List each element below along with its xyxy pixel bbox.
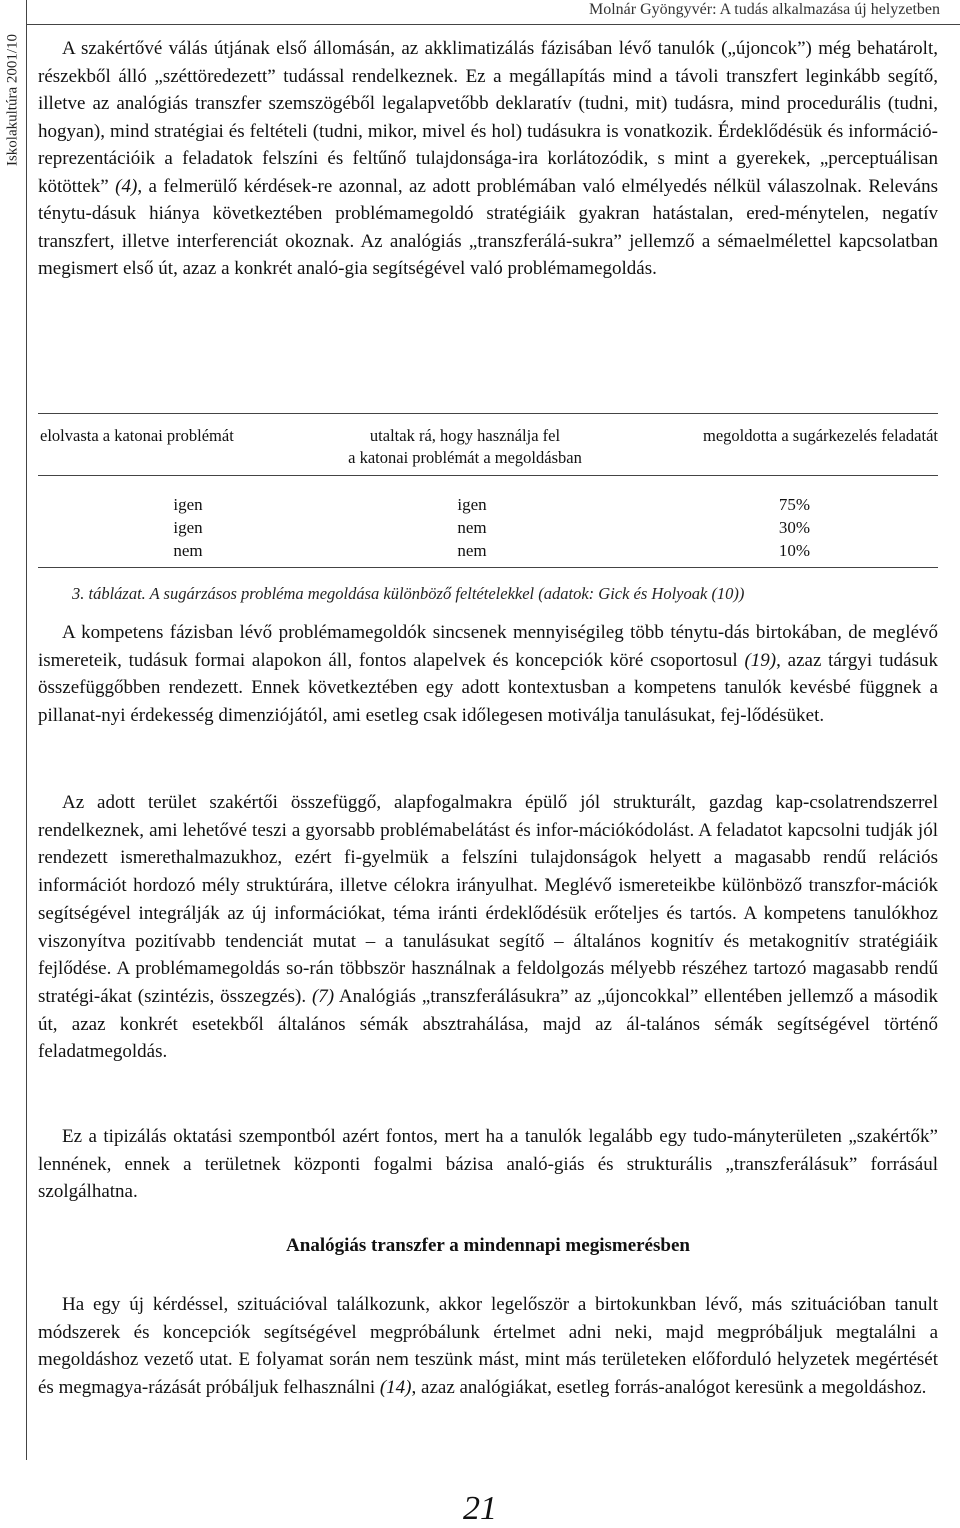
table-header-col1: elolvasta a katonai problémát	[40, 426, 234, 445]
table-header-col2: utaltak rá, hogy használja fel a katonai problémát a megoldásban	[348, 426, 582, 467]
table-cell: 30%	[778, 518, 810, 537]
table-cell: nem	[457, 518, 487, 537]
paragraph-2: A kompetens fázisban lévő problémamegoldók sincsenek mennyiségileg több ténytu-dás birtokában, de meglévő ismereteik, tudásuk formai alapokon áll, fontos alapelvek és koncepciók köré csoportosul (19), azaz tárgyi tudásuk összefüggőbben rendezett. Ennek következtében egy adott kontextusban a kompetens tanulók kevésbé függnek a pillanat-nyi érdekesség dimenziójától, ami esetleg csak időlegesen motiválja tanulásukat, fej-lődésüket.	[38, 622, 938, 727]
table-cell: nem	[173, 541, 203, 560]
table-cell: igen	[173, 495, 203, 514]
table-cell: 10%	[778, 541, 810, 560]
table-cell: igen	[173, 518, 203, 537]
paragraph-3: Az adott terület szakértői összefüggő, alapfogalmakra épülő jól strukturált, gazdag kap-csolatrendszerrel rendelkeznek, ami lehetővé teszi a gyorsabb problémabelátást és infor-mációkódolást. A feladatot kapcsolni tudják jól rendezett ismerethalmazukhoz, ezért fi-gyelmük a felszíni tulajdonságok helyett a magasabb rendű relációs információt hordozó mély struktúrára, illetve célokra irányulhat. Meglévő ismereteikbe különböző transzfor-mációk segítségével integrálják az új információkat, téma iránti érdeklődésük erőteljes és tartós. A kompetens tanulókhoz viszonyítva pozitívabb tendenciát mutat – a tanulásukat segítő – általános kognitív és metakognitív stratégiáik fejlődése. A problémamegoldás so-rán többször használnak a feldolgozás mélyebb részéhez tartozó magasabb rendű stratégi-ákat (szintézis, összegzés). (7) Analógiás „transzferálásukra” az „újoncokkal” ellentében jellemző a második út, azaz konkrét esetekből általános sémák absztrahálása, majd az ál-talános sémák segítségével történő feladatmegoldás.	[38, 792, 939, 1063]
paragraph-5: Ha egy új kérdéssel, szituációval találkozunk, akkor legelőször a birtokunkban lévő, más szituációban tanult módszerek és koncepciók segítségével megpróbálunk értelmet adni neki, majd megpróbáljuk megtalálni a megoldáshoz vezető utat. E folyamat során nem teszünk mást, mint más területeken előforduló helyzetek megértését és megmagya-rázását próbáljuk felhasználni (14), azaz analógiákat, esetleg forrás-analógot keresünk a megoldáshoz.	[38, 1294, 938, 1399]
running-head: Molnár Gyöngyvér: A tudás alkalmazása új helyzetben	[588, 1, 940, 18]
table-rule-bottom	[38, 567, 938, 568]
table-rule-top	[38, 413, 938, 414]
table-cell: 75%	[778, 495, 810, 514]
paragraph-1: A szakértővé válás útjának első állomásán, az akklimatizálás fázisában lévő tanulók („újoncok”) még behatárolt, részekből álló „széttöredezett” tudással rendelkeznek. Ez a megállapítás mind a távoli transzfert leginkább segítő, illetve az analógiás transzfer szemszögéből legalapvetőbb deklaratív (tudni, mit) tudásra, mind procedurális (tudni, hogyan), mind stratégiai és feltételi (tudni, mikor, mivel és hol) tudásukra is vonatkozik. Érdeklődésük és információ-reprezentációik a feladatok felszíni és feltűnő tulajdonsága-ira korlátozódik, s mint a gyerekek, „perceptuálisan kötöttek” (4), a felmerülő kérdések-re azonnal, az adott problémában való elmélyedés nélkül válaszolnak. Releváns ténytu-dásuk hiánya következtében problémamegoldó stratégiáik gyakran hatástalan, ered-ménytelen, negatív transzfert, illetve interferenciát okoznak. Az analógiás „transzferálá-sukra” jellemző a sémaelmélettel kapcsolatban megismert első út, azaz a konkrét analó-gia segítségével való problémamegoldás.	[38, 38, 938, 279]
page-number: 21	[463, 1490, 497, 1527]
paragraph-4: Ez a tipizálás oktatási szempontból azért fontos, mert ha a tanulók legalább egy tudo-mányterületen „szakértők” lennének, ennek a területnek központi fogalmi bázisa analó-giás és strukturális „transzferálásuk” forrásául szolgálhatna.	[38, 1126, 938, 1203]
table-caption: 3. táblázat. A sugárzásos probléma megoldása különböző feltételekkel (adatok: Gick és Holyoak (10))	[72, 584, 745, 603]
table-header-col3: megoldotta a sugárkezelés feladatát	[702, 426, 938, 445]
header-rule	[26, 24, 960, 25]
journal-label: Iskolakultúra 2001/10	[4, 33, 21, 167]
journal-sidebar	[0, 0, 27, 1460]
table-rule-mid	[38, 475, 938, 476]
section-heading: Analógiás transzfer a mindennapi megismerésben	[286, 1235, 690, 1256]
table-cell: nem	[457, 541, 487, 560]
table-cell: igen	[457, 495, 487, 514]
